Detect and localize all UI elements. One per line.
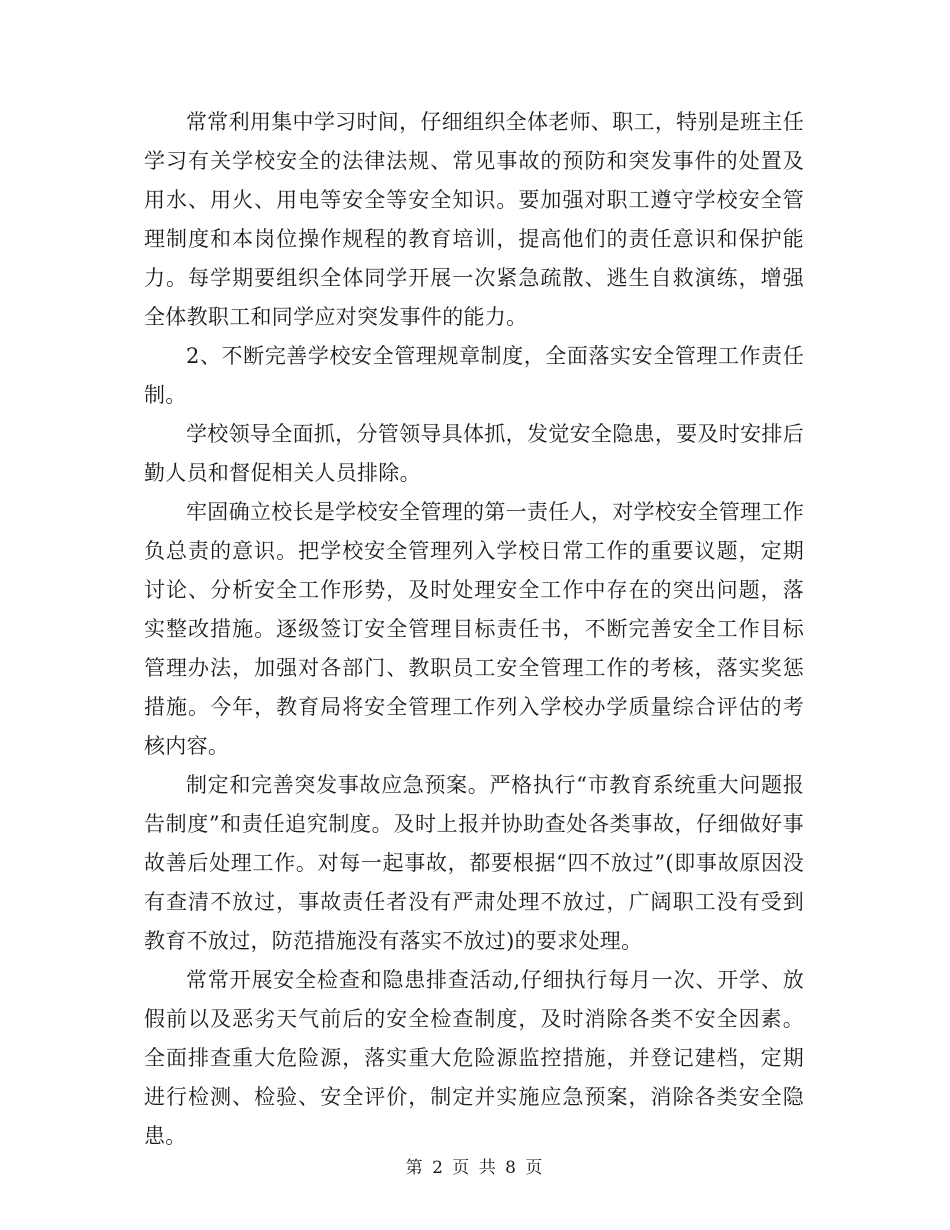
paragraph-6: 常常开展安全检查和隐患排查活动,仔细执行每月一次、开学、放假前以及恶劣天气前后的安全检查制度，及时消除各类不安全因素。全面排查重大危险源，落实重大危险源监控措施，并登记建档，定期进行检测、检验、安全评价，制定并实施应急预案，消除各类安全隐患。 [144,968,804,1148]
page-footer: 第 2 页 共 8 页 [405,1158,545,1178]
document-page [144,103,804,1156]
paragraph-3: 学校领导全面抓，分管领导具体抓，发觉安全隐患，要及时安排后勤人员和督促相关人员排除。 [144,422,804,485]
paragraph-5: 制定和完善突发事故应急预案。严格执行“市教育系统重大问题报告制度”和责任追究制度。及时上报并协助查处各类事故，仔细做好事故善后处理工作。对每一起事故，都要根据“四不放过”(即事故原因没有查清不放过，事故责任者没有严肃处理不放过，广阔职工没有受到教育不放过，防范措施没有落实不放过)的要求处理。 [144,773,804,953]
paragraph-4: 牢固确立校长是学校安全管理的第一责任人，对学校安全管理工作负总责的意识。把学校安全管理列入学校日常工作的重要议题，定期讨论、分析安全工作形势，及时处理安全工作中存在的突出问题，落实整改措施。逐级签订安全管理目标责任书，不断完善安全工作目标管理办法，加强对各部门、教职员工安全管理工作的考核，落实奖惩措施。今年，教育局将安全管理工作列入学校办学质量综合评估的考核内容。 [144,500,804,758]
paragraph-1: 常常利用集中学习时间，仔细组织全体老师、职工，特别是班主任学习有关学校安全的法律法规、常见事故的预防和突发事件的处置及用水、用火、用电等安全等安全知识。要加强对职工遵守学校安全管理制度和本岗位操作规程的教育培训，提高他们的责任意识和保护能力。每学期要组织全体同学开展一次紧急疏散、逃生自救演练，增强全体教职工和同学应对突发事件的能力。 [144,110,804,329]
paragraph-2: 2、不断完善学校安全管理规章制度，全面落实安全管理工作责任制。 [144,344,804,407]
